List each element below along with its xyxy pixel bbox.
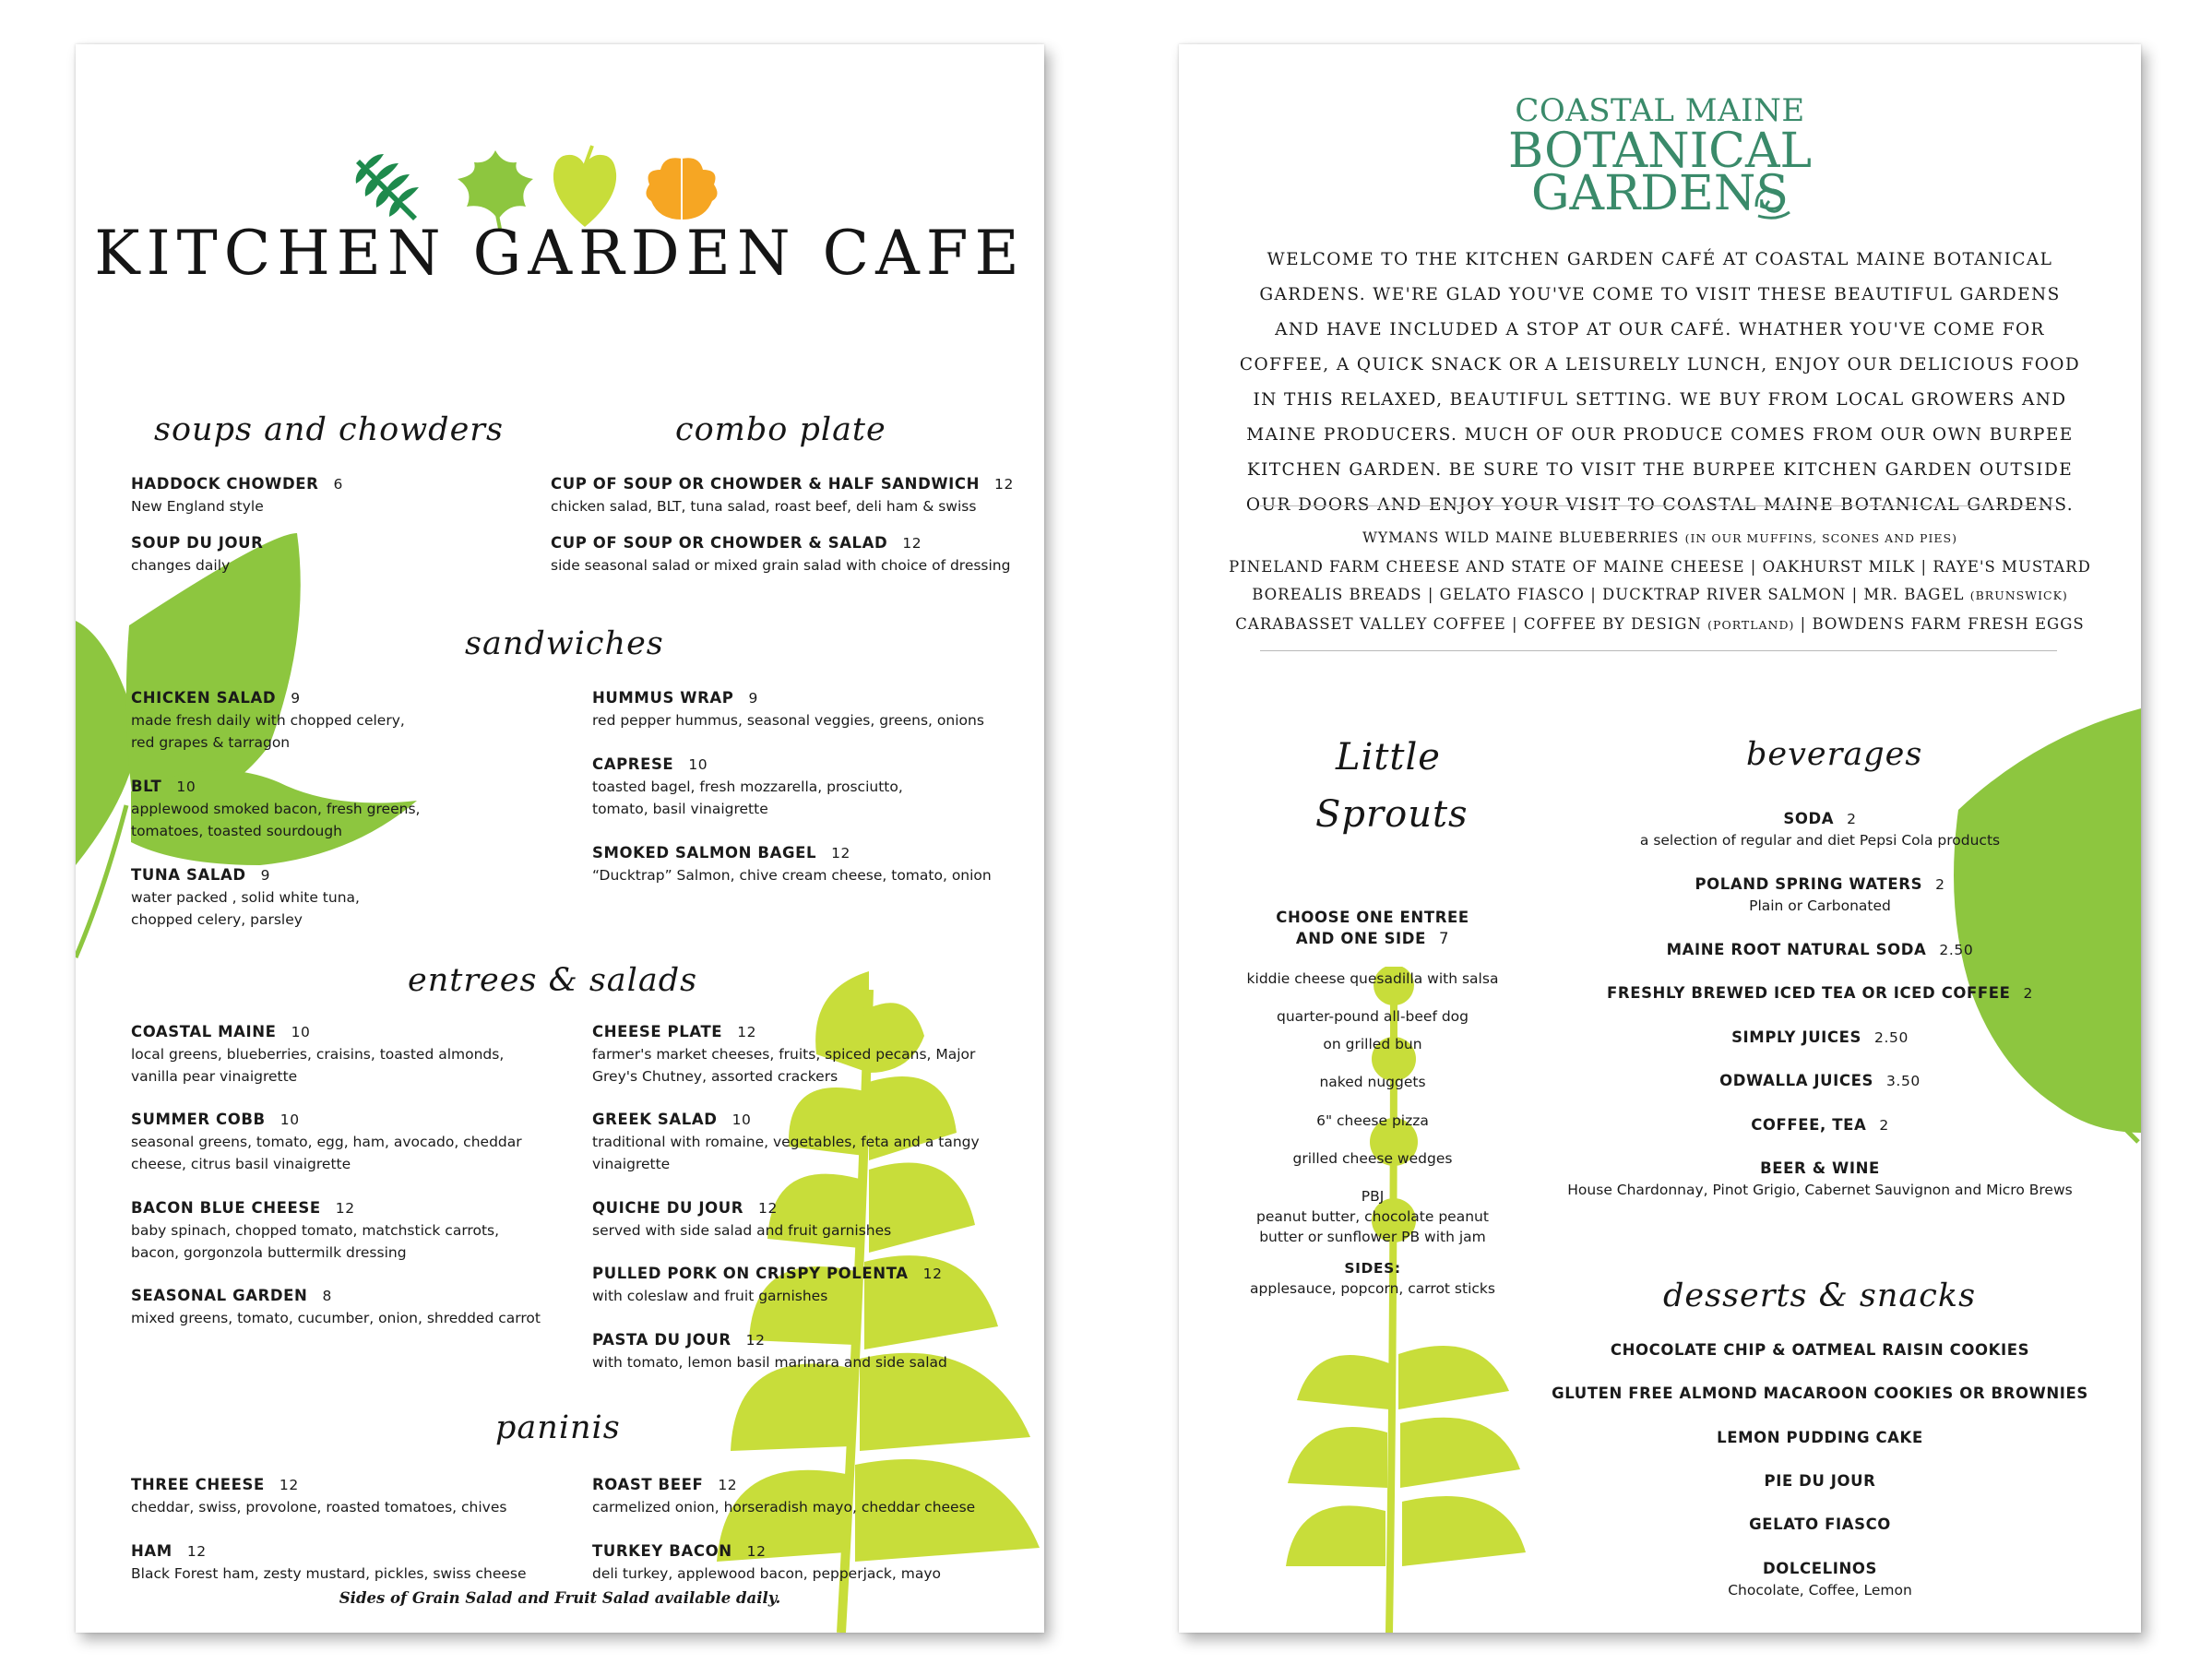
item-desc: Grey's Chutney, assorted crackers xyxy=(592,1068,838,1085)
item-price: 12 xyxy=(746,1543,767,1560)
fern-leaf-icon xyxy=(352,150,426,224)
item-desc: House Chardonnay, Pinot Grigio, Cabernet Sauvignon and Micro Brews xyxy=(1567,1182,2073,1198)
item-price: 10 xyxy=(176,779,196,795)
item-price: 9 xyxy=(291,690,301,707)
item-name: ODWALLA JUICES xyxy=(1719,1072,1873,1089)
menu-item xyxy=(131,776,420,842)
item-desc: Black Forest ham, zesty mustard, pickles, swiss cheese xyxy=(131,1565,527,1582)
item-desc: cheddar, swiss, provolone, roasted tomatoes, chives xyxy=(131,1499,507,1515)
menu-item xyxy=(1548,1070,2092,1092)
divider xyxy=(1260,650,2057,651)
item-name: PASTA DU JOUR xyxy=(592,1331,731,1349)
item-price: 6 xyxy=(333,476,343,493)
item-name: HADDOCK CHOWDER xyxy=(131,475,319,493)
item-name: GLUTEN FREE ALMOND MACAROON COOKIES OR BROWNIES xyxy=(1552,1385,2088,1402)
item-name: MAINE ROOT NATURAL SODA xyxy=(1666,941,1927,958)
item-name: ROAST BEEF xyxy=(592,1476,704,1493)
oak-leaf-icon xyxy=(640,146,723,229)
item-name: COASTAL MAINE xyxy=(131,1023,277,1040)
supplier-line: PINELAND FARM CHEESE AND STATE OF MAINE CHEESE | OAKHURST MILK | RAYE'S MUSTARD xyxy=(1229,557,2091,576)
heading-soups: soups and chowders xyxy=(154,411,504,448)
item-name: BACON BLUE CHEESE xyxy=(131,1199,321,1217)
item-name: DOLCELINOS xyxy=(1763,1560,1877,1577)
menu-item xyxy=(131,864,360,931)
menu-item xyxy=(131,532,263,576)
item-price: 12 xyxy=(902,535,922,552)
item-name: POLAND SPRING WATERS xyxy=(1695,875,1923,893)
kids-item: kiddie cheese quesadilla with salsa xyxy=(1246,970,1499,987)
item-price: 2 xyxy=(1935,876,1945,893)
heading-beverages: beverages xyxy=(1746,736,1923,773)
item-name: CHEESE PLATE xyxy=(592,1023,723,1040)
menu-item xyxy=(1548,808,2092,851)
menu-item xyxy=(592,754,903,820)
item-desc: local greens, blueberries, craisins, toasted almonds, xyxy=(131,1046,505,1063)
supplier-line: BOREALIS BREADS | GELATO FIASCO | DUCKTRAP RIVER SALMON | MR. BAGEL xyxy=(1252,586,1965,603)
menu-item xyxy=(551,473,1014,517)
item-desc: vanilla pear vinaigrette xyxy=(131,1068,298,1085)
supplier-line: WYMANS WILD MAINE BLUEBERRIES xyxy=(1362,529,1680,546)
supplier-note: (PORTLAND) xyxy=(1707,617,1795,632)
supplier-note: (IN OUR MUFFINS, SCONES AND PIES) xyxy=(1684,531,1957,545)
menu-item xyxy=(131,687,405,754)
item-name: SMOKED SALMON BAGEL xyxy=(592,844,817,862)
menu-item xyxy=(1548,1383,2092,1405)
item-desc: toasted bagel, fresh mozzarella, prosciutto, xyxy=(592,779,903,795)
item-price: 12 xyxy=(279,1477,299,1493)
item-price: 12 xyxy=(718,1477,738,1493)
menu-item xyxy=(592,1540,941,1585)
item-name: SUMMER COBB xyxy=(131,1111,266,1128)
logo-line-1: COASTAL MAINE xyxy=(1515,92,1805,129)
item-price: 12 xyxy=(922,1266,943,1282)
item-price: 9 xyxy=(748,690,758,707)
kids-item: 6" cheese pizza xyxy=(1316,1112,1429,1129)
menu-item xyxy=(1548,1114,2092,1136)
gardens-info-page xyxy=(1179,44,2141,1633)
menu-item xyxy=(1548,1514,2092,1536)
divider xyxy=(1260,505,2057,506)
menu-item xyxy=(551,532,1010,576)
item-desc: seasonal greens, tomato, egg, ham, avocado, cheddar xyxy=(131,1134,522,1150)
logo-line-2: BOTANICAL xyxy=(1507,124,1813,179)
item-price: 12 xyxy=(335,1200,355,1217)
item-name: FRESHLY BREWED ICED TEA OR ICED COFFEE xyxy=(1607,984,2011,1002)
item-name: CHICKEN SALAD xyxy=(131,689,277,707)
item-name: CUP OF SOUP OR CHOWDER & HALF SANDWICH xyxy=(551,475,981,493)
item-price: 2.50 xyxy=(1874,1029,1909,1046)
menu-item xyxy=(592,1021,975,1088)
item-price: 3.50 xyxy=(1885,1073,1921,1089)
item-name: BEER & WINE xyxy=(1760,1159,1880,1177)
kids-pbj: PBJ peanut butter, chocolate peanut butter or sunflower PB with jam xyxy=(1256,1188,1489,1245)
cafe-title: KITCHEN GARDEN CAFE xyxy=(94,218,1026,289)
item-price: 8 xyxy=(322,1288,332,1304)
item-desc: deli turkey, applewood bacon, pepperjack, mayo xyxy=(592,1565,941,1582)
maple-leaf-icon xyxy=(452,146,540,229)
swirl-icon xyxy=(1749,179,1795,225)
item-name: COFFEE, TEA xyxy=(1751,1116,1867,1134)
item-price: 10 xyxy=(731,1111,752,1128)
menu-item xyxy=(592,1109,980,1175)
fern-frond-illustration xyxy=(1278,967,1528,1633)
menu-item xyxy=(1548,1558,2092,1601)
item-desc: mixed greens, tomato, cucumber, onion, shredded carrot xyxy=(131,1310,541,1326)
item-desc: water packed , solid white tuna, xyxy=(131,889,360,906)
welcome-text: WELCOME TO THE KITCHEN GARDEN CAFÉ AT COASTAL MAINE BOTANICAL GARDENS. WE'RE GLAD YOU'VE COME TO VISIT THESE BEAUTIFUL GARDENS AND HAVE INCLUDED A STOP AT OUR CAFÉ. WHATHER YOU'VE COME FOR COFFEE, A QUICK SNACK OR A LEISURELY LUNCH, ENJOY OUR DELICIOUS FOOD IN THIS RELAXED, BEAUTIFUL SETTING. WE BUY FROM LOCAL GROWERS AND MAINE PRODUCERS. MUCH OF OUR PRODUCE COMES FROM OUR OWN BURPEE KITCHEN GARDEN. BE SURE TO VISIT THE BURPEE KITCHEN GARDEN OUTSIDE OUR DOORS AND ENJOY YOUR VISIT TO COASTAL MAINE BOTANICAL GARDENS. xyxy=(1239,250,2081,515)
item-name: SIMPLY JUICES xyxy=(1731,1028,1861,1046)
menu-item xyxy=(592,1263,943,1307)
item-price: 10 xyxy=(688,756,708,773)
item-desc: vinaigrette xyxy=(592,1156,671,1172)
item-name: SEASONAL GARDEN xyxy=(131,1287,308,1304)
item-desc: farmer's market cheeses, fruits, spiced pecans, Major xyxy=(592,1046,976,1063)
item-name: CAPRESE xyxy=(592,755,674,773)
menu-item xyxy=(592,842,992,886)
menu-item xyxy=(131,473,343,517)
item-price: 12 xyxy=(186,1543,207,1560)
item-name: GELATO FIASCO xyxy=(1749,1515,1891,1533)
item-price: 2 xyxy=(1879,1117,1889,1134)
item-desc: Chocolate, Coffee, Lemon xyxy=(1728,1582,1912,1599)
item-name: CUP OF SOUP OR CHOWDER & SALAD xyxy=(551,534,888,552)
item-name: GREEK SALAD xyxy=(592,1111,718,1128)
cafe-menu-page xyxy=(76,44,1044,1633)
heading-desserts: desserts & snacks xyxy=(1663,1278,1977,1314)
item-name: QUICHE DU JOUR xyxy=(592,1199,744,1217)
kids-price: 7 xyxy=(1438,930,1450,947)
menu-item xyxy=(1548,1427,2092,1449)
kids-sides: SIDES: applesauce, popcorn, carrot sticks xyxy=(1250,1260,1495,1297)
item-desc: cheese, citrus basil vinaigrette xyxy=(131,1156,351,1172)
item-desc: applewood smoked bacon, fresh greens, xyxy=(131,801,421,817)
item-desc: side seasonal salad or mixed grain salad with choice of dressing xyxy=(551,557,1011,574)
kids-choose-text: CHOOSE ONE ENTREE AND ONE SIDE 7 xyxy=(1276,909,1469,947)
item-desc: tomatoes, toasted sourdough xyxy=(131,823,342,839)
item-desc: New England style xyxy=(131,498,264,515)
heading-little: Little xyxy=(1336,736,1441,779)
menu-item xyxy=(131,1474,506,1518)
item-name: SOUP DU JOUR xyxy=(131,534,264,552)
item-desc: made fresh daily with chopped celery, xyxy=(131,712,405,729)
heading-paninis: paninis xyxy=(495,1409,621,1446)
item-name: TURKEY BACON xyxy=(592,1542,732,1560)
item-desc: with coleslaw and fruit garnishes xyxy=(592,1288,828,1304)
menu-item xyxy=(1548,1027,2092,1049)
item-desc: “Ducktrap” Salmon, chive cream cheese, tomato, onion xyxy=(592,867,992,884)
item-price: 12 xyxy=(831,845,851,862)
menu-item xyxy=(1548,874,2092,917)
menu-item xyxy=(592,1197,891,1242)
item-price: 2 xyxy=(1847,811,1857,827)
supplier-line: | BOWDENS FARM FRESH EGGS xyxy=(1800,614,2085,633)
item-name: LEMON PUDDING CAKE xyxy=(1717,1429,1923,1446)
item-price: 2 xyxy=(2023,985,2033,1002)
menu-item xyxy=(1548,982,2092,1004)
item-name: PIE DU JOUR xyxy=(1764,1472,1876,1490)
sides-footnote: Sides of Grain Salad and Fruit Salad available daily. xyxy=(339,1589,781,1607)
item-price: 12 xyxy=(737,1024,757,1040)
heading-sandwiches: sandwiches xyxy=(465,625,664,662)
menu-item xyxy=(1548,939,2092,961)
item-desc: bacon, gorgonzola buttermilk dressing xyxy=(131,1244,407,1261)
item-price: 9 xyxy=(260,867,271,884)
logo-line-3: GARDENS xyxy=(1530,166,1790,221)
menu-item xyxy=(1548,1158,2092,1201)
menu-item xyxy=(131,1021,504,1088)
menu-item xyxy=(592,1474,975,1518)
item-name: TUNA SALAD xyxy=(131,866,246,884)
kids-item: on grilled bun xyxy=(1323,1036,1422,1052)
menu-item xyxy=(131,1540,527,1585)
item-name: HAM xyxy=(131,1542,172,1560)
item-price: 10 xyxy=(279,1111,300,1128)
menu-item xyxy=(131,1197,499,1264)
menu-item xyxy=(131,1109,522,1175)
item-name: CHOCOLATE CHIP & OATMEAL RAISIN COOKIES xyxy=(1610,1341,2030,1359)
menu-item xyxy=(1548,1470,2092,1492)
menu-item xyxy=(1548,1339,2092,1361)
item-desc: red grapes & tarragon xyxy=(131,734,291,751)
item-name: HUMMUS WRAP xyxy=(592,689,734,707)
item-name: PULLED PORK ON CRISPY POLENTA xyxy=(592,1265,909,1282)
menu-item xyxy=(131,1285,541,1329)
item-desc: with tomato, lemon basil marinara and side salad xyxy=(592,1354,947,1371)
local-suppliers xyxy=(1179,524,2141,639)
item-desc: chopped celery, parsley xyxy=(131,911,303,928)
item-price: 2.50 xyxy=(1939,942,1974,958)
item-desc: red pepper hummus, seasonal veggies, greens, onions xyxy=(592,712,984,729)
heading-sprouts: Sprouts xyxy=(1315,793,1469,836)
supplier-line: CARABASSET VALLEY COFFEE | COFFEE BY DESIGN xyxy=(1235,614,1702,633)
kids-item: grilled cheese wedges xyxy=(1292,1150,1453,1167)
item-desc: baby spinach, chopped tomato, matchstick carrots, xyxy=(131,1222,500,1239)
supplier-note: (BRUNSWICK) xyxy=(1969,588,2068,602)
item-desc: traditional with romaine, vegetables, feta and a tangy xyxy=(592,1134,980,1150)
heading-combo: combo plate xyxy=(675,411,886,448)
item-desc: a selection of regular and diet Pepsi Cola products xyxy=(1639,832,2001,849)
item-name: BLT xyxy=(131,778,162,795)
item-price: 12 xyxy=(994,476,1014,493)
item-desc: chicken salad, BLT, tuna salad, roast beef, deli ham & swiss xyxy=(551,498,977,515)
item-desc: carmelized onion, horseradish mayo, cheddar cheese xyxy=(592,1499,976,1515)
item-price: 10 xyxy=(291,1024,311,1040)
item-desc: served with side salad and fruit garnishes xyxy=(592,1222,892,1239)
item-desc: changes daily xyxy=(131,557,231,574)
kids-item: quarter-pound all-beef dog xyxy=(1276,1008,1469,1025)
item-desc: tomato, basil vinaigrette xyxy=(592,801,768,817)
menu-item xyxy=(592,1329,947,1373)
item-desc: Plain or Carbonated xyxy=(1749,897,1891,914)
item-name: SODA xyxy=(1783,810,1835,827)
item-price: 12 xyxy=(745,1332,766,1349)
menu-item xyxy=(592,687,984,731)
item-price: 12 xyxy=(758,1200,778,1217)
item-name: THREE CHEESE xyxy=(131,1476,265,1493)
heading-entrees: entrees & salads xyxy=(408,962,698,999)
kids-item: naked nuggets xyxy=(1319,1074,1426,1090)
